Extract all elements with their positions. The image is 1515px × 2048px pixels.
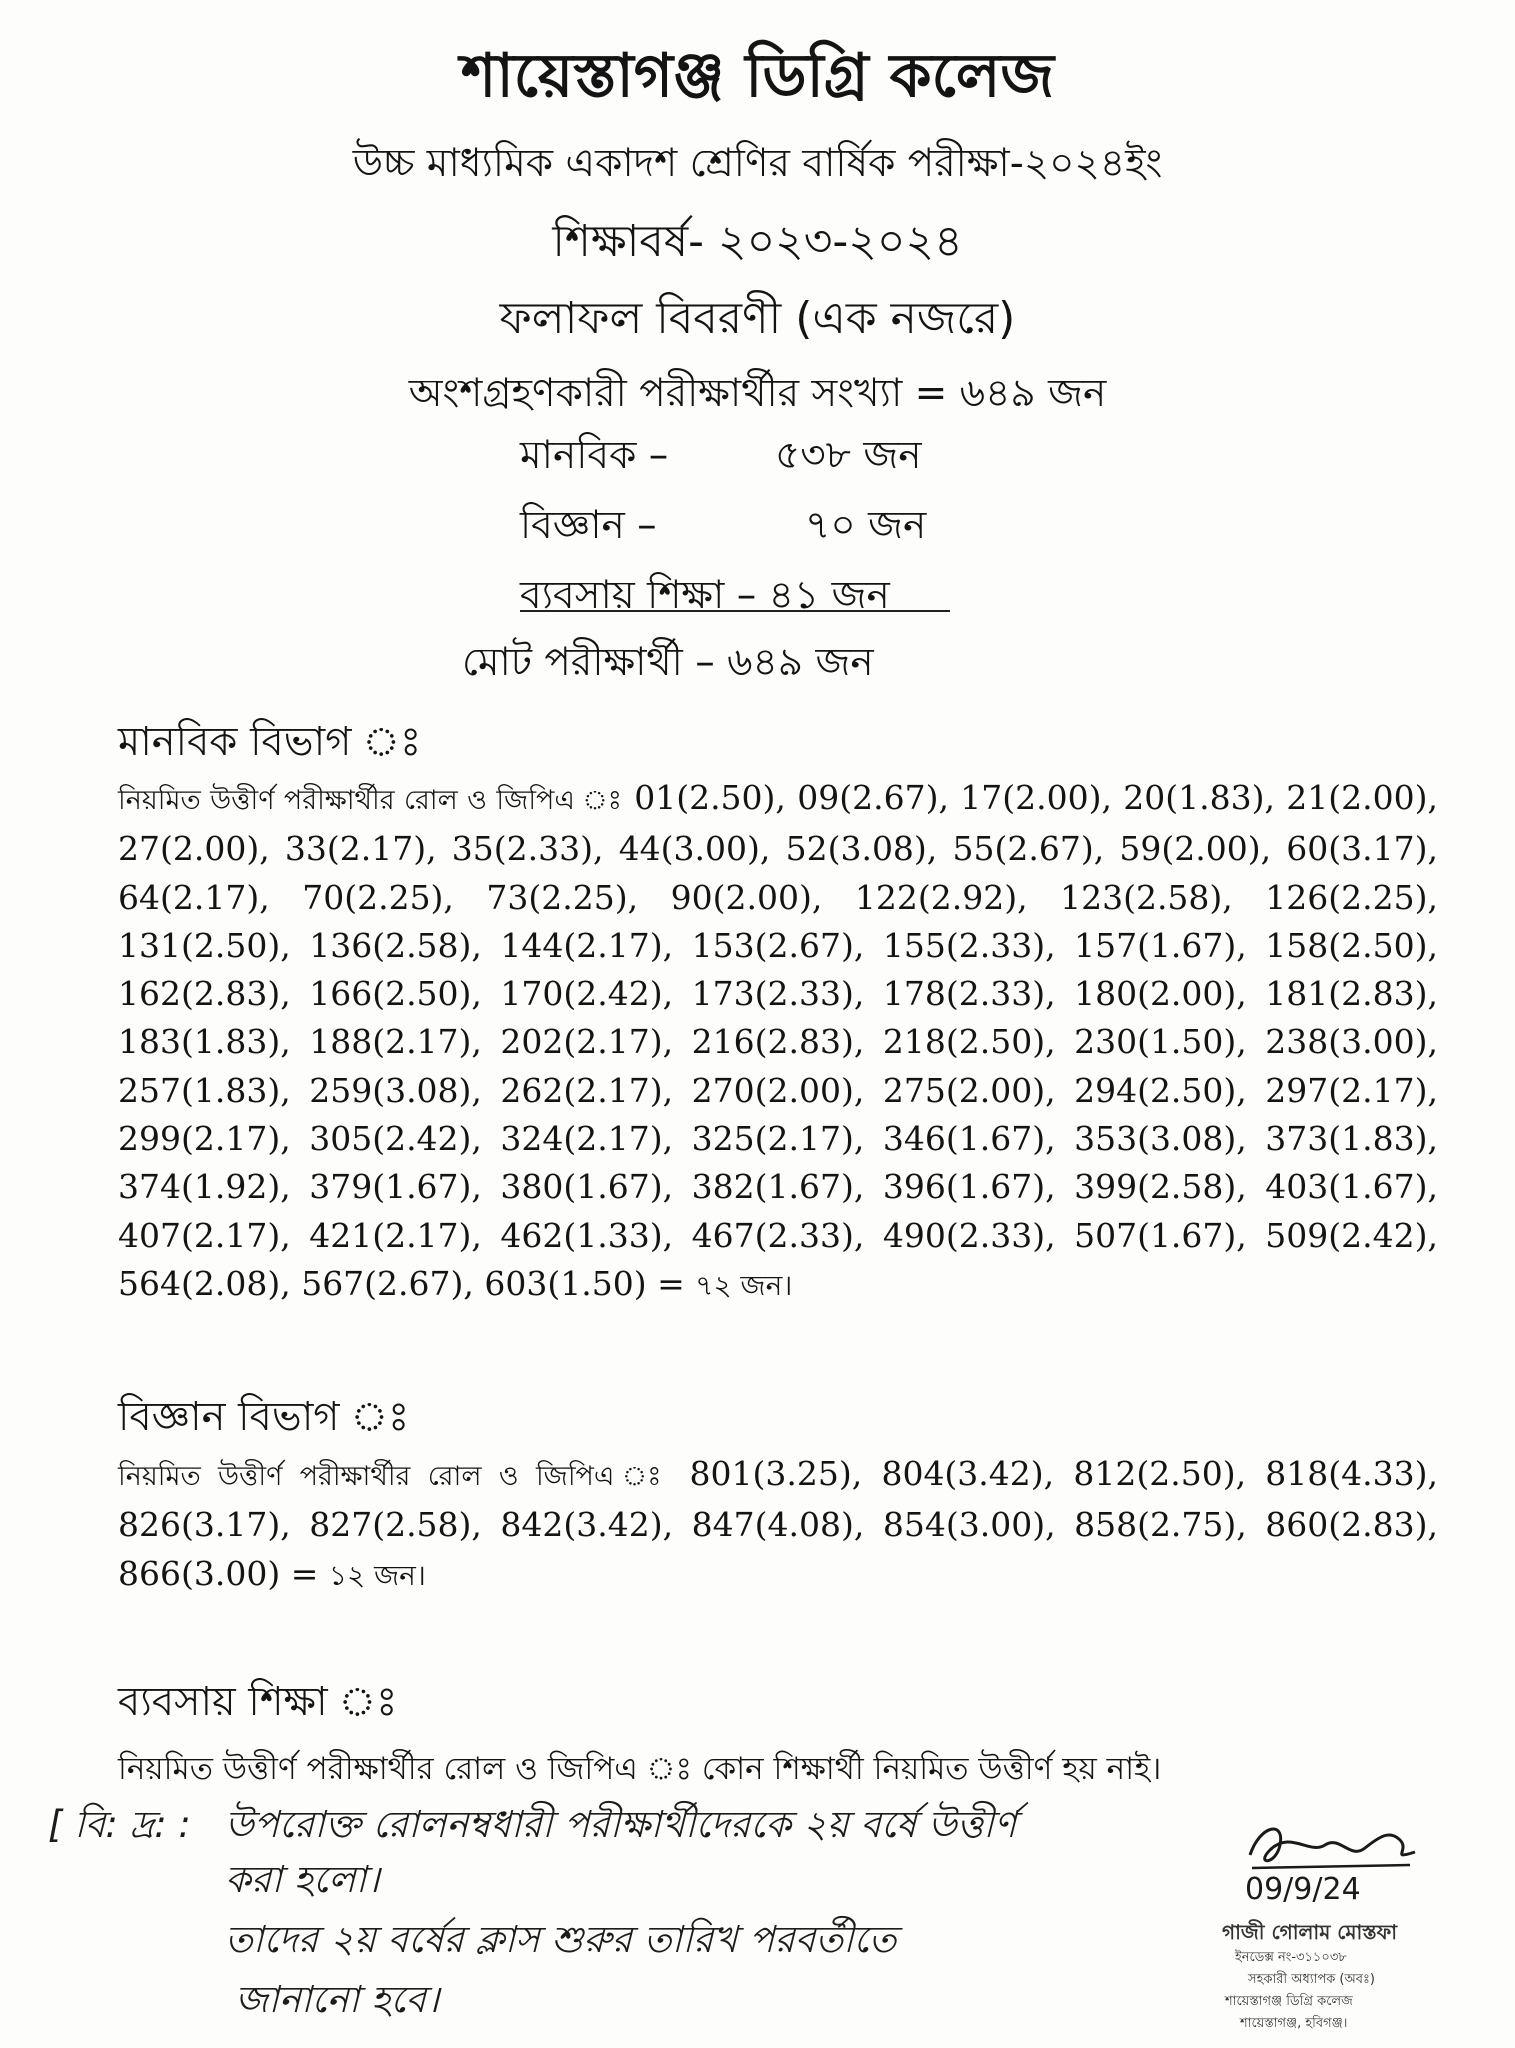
humanities-total: ৭২ জন। <box>695 1268 793 1302</box>
exam-title: উচ্চ মাধ্যমিক একাদশ শ্রেণির বার্ষিক পরীক্ষা-২০২৪ইং <box>352 141 1163 186</box>
business-result-text: নিয়মিত উত্তীর্ণ পরীক্ষার্থীর রোল ও জিপিএ ঃ কোন শিক্ষার্থী নিয়মিত উত্তীর্ণ হয় নাই। <box>118 1751 1162 1787</box>
participant-count: অংশগ্রহণকারী পরীক্ষার্থীর সংখ্যা = ৬৪৯ জন <box>408 371 1107 416</box>
summary-business: ব্যবসায় শিক্ষা – ৪১ জন <box>520 573 890 618</box>
humanities-rolls: 01(2.50), 09(2.67), 17(2.00), 20(1.83), 21(2.00), 27(2.00), 33(2.17), 35(2.33), 44(3.00), 52(3.08), 55(2.67), 59(2.00), 60(3.17), 64(2.17), 70(2.25), 73(2.25), 90(2.00), 122(2.92), 123(2.58), 126(2.25), 131(2.50), 136(2.58), 144(2.17), 153(2.67), 155(2.33), 157(1.67), 158(2.50), 162(2.83), 166(2.50), 170(2.42), 173(2.33), 178(2.33), 180(2.00), 181(2.83), 183(1.83), 188(2.17), 202(2.17), 216(2.83), 218(2.50), 230(1.50), 238(3.00), 257(1.83), 259(3.08), 262(2.17), 270(2.00), 275(2.00), 294(2.50), 297(2.17), 299(2.17), 305(2.42), 324(2.17), 325(2.17), 346(1.67), 353(3.08), 373(1.83), 374(1.92), 379(1.67), 380(1.67), 382(1.67), 396(1.67), 399(2.58), 403(1.67), 407(2.17), 421(2.17), 462(1.33), 467(2.33), 490(2.33), 507(1.67), 509(2.42), 564(2.08), 567(2.67), 603(1.50) = <box>118 778 1438 1303</box>
college-name: শায়েস্তাগঞ্জ ডিগ্রি কলেজ <box>460 41 1055 111</box>
humanities-roll-list <box>118 774 1438 1310</box>
summary-underline <box>520 610 950 612</box>
note-line-1: উপরোক্ত রোলনম্বধারী পরীক্ষার্থীদেরকে ২য় বর্ষে উত্তীর্ণ <box>225 1803 1017 1846</box>
humanities-heading: মানবিক বিভাগ ঃ <box>118 719 422 765</box>
science-rolls: 801(3.25), 804(3.42), 812(2.50), 818(4.33), 826(3.17), 827(2.58), 842(3.42), 847(4.08), 854(3.00), 858(2.75), 860(2.83), 866(3.00) = <box>118 1454 1438 1593</box>
science-total: ১২ জন। <box>328 1558 426 1592</box>
signature-date: 09/9/24 <box>1245 1872 1361 1907</box>
stamp-designation: সহকারী অধ্যাপক (অবঃ) <box>1248 1972 1375 1987</box>
science-roll-list <box>118 1450 1438 1600</box>
stamp-college: শায়েস্তাগঞ্জ ডিগ্রি কলেজ <box>1225 1994 1353 2009</box>
summary-humanities-label: মানবিক – <box>520 433 669 478</box>
note-line-4: জানানো হবে। <box>235 1978 440 2021</box>
science-lead: নিয়মিত উত্তীর্ণ পরীক্ষার্থীর রোল ও জিপিএ ঃ <box>118 1461 671 1492</box>
humanities-lead: নিয়মিত উত্তীর্ণ পরীক্ষার্থীর রোল ও জিপিএ ঃ <box>118 785 623 816</box>
note-prefix: [ বি: দ্র: : <box>48 1803 191 1846</box>
note-line-3: তাদের ২য় বর্ষের ক্লাস শুরুর তারিখ পরবর্তীতে <box>225 1918 897 1961</box>
signature-scribble <box>1240 1810 1430 1880</box>
stamp-address: শায়েস্তাগঞ্জ, হবিগঞ্জ। <box>1240 2016 1348 2031</box>
note-line-2: করা হলো। <box>225 1858 380 1901</box>
result-title: ফলাফল বিবরণী (এক নজরে) <box>499 293 1016 344</box>
summary-science-label: বিজ্ঞান – <box>520 503 657 548</box>
summary-humanities-value: ৫৩৮ জন <box>775 433 922 478</box>
summary-total: মোট পরীক্ষার্থী – ৬৪৯ জন <box>462 640 874 685</box>
science-heading: বিজ্ঞান বিভাগ ঃ <box>118 1394 410 1440</box>
stamp-index: ইনডেক্স নং-৩১১০৩৮ <box>1235 1950 1347 1965</box>
summary-science-value: ৭০ জন <box>805 503 927 548</box>
business-heading: ব্যবসায় শিক্ষা ঃ <box>118 1679 398 1725</box>
session-year: শিক্ষাবর্ষ- ২০২৩-২০২৪ <box>552 216 963 267</box>
stamp-name: গাজী গোলাম মোস্তফা <box>1222 1920 1398 1944</box>
